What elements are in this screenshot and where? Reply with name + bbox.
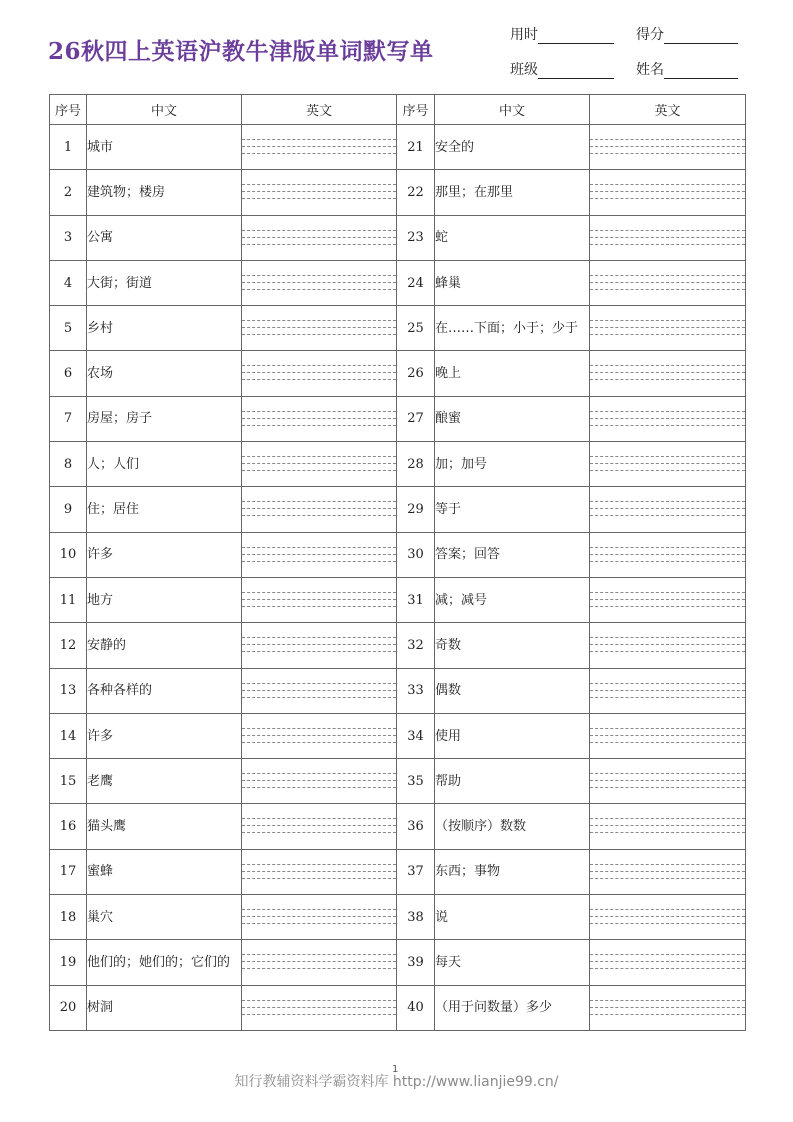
word-number: 5 bbox=[50, 306, 87, 351]
chinese-meaning: 偶数 bbox=[435, 668, 590, 713]
english-answer-blank[interactable] bbox=[242, 940, 397, 985]
table-row bbox=[50, 895, 746, 940]
chinese-meaning: 各种各样的 bbox=[87, 668, 242, 713]
word-number: 18 bbox=[50, 895, 87, 940]
chinese-meaning: 等于 bbox=[435, 487, 590, 532]
chinese-meaning: 大街；街道 bbox=[87, 260, 242, 305]
english-answer-blank[interactable] bbox=[590, 895, 746, 940]
chinese-meaning: 安静的 bbox=[87, 623, 242, 668]
table-row bbox=[50, 940, 746, 985]
word-number: 11 bbox=[50, 577, 87, 622]
word-number: 2 bbox=[50, 170, 87, 215]
chinese-meaning: 安全的 bbox=[435, 125, 590, 170]
word-number: 32 bbox=[397, 623, 435, 668]
table-row bbox=[50, 125, 746, 170]
table-row bbox=[50, 623, 746, 668]
table-row bbox=[50, 985, 746, 1030]
chinese-meaning: 蜂巢 bbox=[435, 260, 590, 305]
chinese-meaning: 晚上 bbox=[435, 351, 590, 396]
table-row bbox=[50, 396, 746, 441]
chinese-meaning: 地方 bbox=[87, 577, 242, 622]
chinese-meaning: 每天 bbox=[435, 940, 590, 985]
english-answer-blank[interactable] bbox=[242, 623, 397, 668]
chinese-meaning: 城市 bbox=[87, 125, 242, 170]
vocabulary-table bbox=[49, 94, 746, 1031]
english-answer-blank[interactable] bbox=[590, 940, 746, 985]
table-row bbox=[50, 713, 746, 758]
english-answer-blank[interactable] bbox=[242, 215, 397, 260]
class-field bbox=[510, 59, 614, 79]
english-answer-blank[interactable] bbox=[590, 442, 746, 487]
chinese-meaning: 奇数 bbox=[435, 623, 590, 668]
table-row bbox=[50, 442, 746, 487]
word-number: 30 bbox=[397, 532, 435, 577]
word-number: 33 bbox=[397, 668, 435, 713]
chinese-meaning: 公寓 bbox=[87, 215, 242, 260]
word-number: 38 bbox=[397, 895, 435, 940]
english-answer-blank[interactable] bbox=[242, 759, 397, 804]
word-number: 37 bbox=[397, 849, 435, 894]
english-answer-blank[interactable] bbox=[590, 125, 746, 170]
chinese-meaning: 人；人们 bbox=[87, 442, 242, 487]
english-answer-blank[interactable] bbox=[590, 759, 746, 804]
word-number: 36 bbox=[397, 804, 435, 849]
chinese-meaning: 老鹰 bbox=[87, 759, 242, 804]
word-number: 10 bbox=[50, 532, 87, 577]
english-answer-blank[interactable] bbox=[242, 396, 397, 441]
english-answer-blank[interactable] bbox=[590, 985, 746, 1030]
table-row bbox=[50, 351, 746, 396]
english-answer-blank[interactable] bbox=[242, 985, 397, 1030]
table-row bbox=[50, 487, 746, 532]
word-number: 14 bbox=[50, 713, 87, 758]
english-answer-blank[interactable] bbox=[242, 170, 397, 215]
word-number: 3 bbox=[50, 215, 87, 260]
chinese-meaning: 建筑物；楼房 bbox=[87, 170, 242, 215]
chinese-meaning: 酿蜜 bbox=[435, 396, 590, 441]
chinese-meaning: 答案；回答 bbox=[435, 532, 590, 577]
chinese-meaning: 他们的；她们的；它们的 bbox=[87, 940, 242, 985]
word-number: 39 bbox=[397, 940, 435, 985]
table-row bbox=[50, 306, 746, 351]
english-answer-blank[interactable] bbox=[242, 125, 397, 170]
word-number: 40 bbox=[397, 985, 435, 1030]
word-number: 22 bbox=[397, 170, 435, 215]
english-answer-blank[interactable] bbox=[590, 170, 746, 215]
class-blank[interactable] bbox=[538, 64, 614, 79]
score-field bbox=[636, 24, 738, 44]
chinese-meaning: 房屋；房子 bbox=[87, 396, 242, 441]
chinese-meaning: 乡村 bbox=[87, 306, 242, 351]
english-answer-blank[interactable] bbox=[590, 396, 746, 441]
chinese-meaning: 加；加号 bbox=[435, 442, 590, 487]
word-number: 12 bbox=[50, 623, 87, 668]
table-row bbox=[50, 759, 746, 804]
english-answer-blank[interactable] bbox=[590, 713, 746, 758]
word-number: 31 bbox=[397, 577, 435, 622]
column-header-number: 序号 bbox=[397, 95, 435, 125]
english-answer-blank[interactable] bbox=[590, 487, 746, 532]
word-number: 29 bbox=[397, 487, 435, 532]
word-number: 4 bbox=[50, 260, 87, 305]
word-number: 25 bbox=[397, 306, 435, 351]
chinese-meaning: 树洞 bbox=[87, 985, 242, 1030]
word-number: 17 bbox=[50, 849, 87, 894]
page-number: 1 bbox=[392, 1064, 399, 1075]
word-number: 24 bbox=[397, 260, 435, 305]
word-number: 15 bbox=[50, 759, 87, 804]
chinese-meaning: 那里；在那里 bbox=[435, 170, 590, 215]
column-header-english: 英文 bbox=[242, 95, 397, 125]
word-number: 6 bbox=[50, 351, 87, 396]
chinese-meaning: 减；减号 bbox=[435, 577, 590, 622]
english-answer-blank[interactable] bbox=[590, 260, 746, 305]
name-blank[interactable] bbox=[664, 64, 738, 79]
table-row bbox=[50, 577, 746, 622]
table-row bbox=[50, 532, 746, 577]
english-answer-blank[interactable] bbox=[242, 260, 397, 305]
word-number: 13 bbox=[50, 668, 87, 713]
word-number: 23 bbox=[397, 215, 435, 260]
english-answer-blank[interactable] bbox=[242, 668, 397, 713]
english-answer-blank[interactable] bbox=[242, 351, 397, 396]
word-number: 8 bbox=[50, 442, 87, 487]
word-number: 20 bbox=[50, 985, 87, 1030]
time-blank[interactable] bbox=[538, 29, 614, 44]
chinese-meaning: 农场 bbox=[87, 351, 242, 396]
name-label: 姓名 bbox=[636, 62, 664, 78]
column-header-number: 序号 bbox=[50, 95, 87, 125]
english-answer-blank[interactable] bbox=[242, 895, 397, 940]
chinese-meaning: 巢穴 bbox=[87, 895, 242, 940]
chinese-meaning: 许多 bbox=[87, 532, 242, 577]
chinese-meaning: 许多 bbox=[87, 713, 242, 758]
name-field bbox=[636, 59, 738, 79]
class-label: 班级 bbox=[510, 62, 538, 78]
english-answer-blank[interactable] bbox=[590, 306, 746, 351]
word-number: 28 bbox=[397, 442, 435, 487]
score-blank[interactable] bbox=[664, 29, 738, 44]
column-header-english: 英文 bbox=[590, 95, 746, 125]
word-number: 21 bbox=[397, 125, 435, 170]
table-row bbox=[50, 260, 746, 305]
table-row bbox=[50, 849, 746, 894]
word-number: 26 bbox=[397, 351, 435, 396]
english-answer-blank[interactable] bbox=[242, 487, 397, 532]
time-field bbox=[510, 24, 614, 44]
english-answer-blank[interactable] bbox=[242, 577, 397, 622]
chinese-meaning: （按顺序）数数 bbox=[435, 804, 590, 849]
chinese-meaning: 蜜蜂 bbox=[87, 849, 242, 894]
word-number: 9 bbox=[50, 487, 87, 532]
table-row bbox=[50, 170, 746, 215]
time-label: 用时 bbox=[510, 27, 538, 43]
chinese-meaning: 在……下面；小于；少于 bbox=[435, 306, 590, 351]
english-answer-blank[interactable] bbox=[590, 577, 746, 622]
chinese-meaning: 说 bbox=[435, 895, 590, 940]
table-row bbox=[50, 804, 746, 849]
footer-watermark: 知行教辅资料学霸资料库 http://www.lianjie99.cn/ bbox=[234, 1074, 559, 1090]
english-answer-blank[interactable] bbox=[242, 849, 397, 894]
english-answer-blank[interactable] bbox=[590, 351, 746, 396]
english-answer-blank[interactable] bbox=[242, 532, 397, 577]
english-answer-blank[interactable] bbox=[242, 442, 397, 487]
worksheet-title: 26秋四上英语沪教牛津版单词默写单 bbox=[48, 38, 434, 65]
english-answer-blank[interactable] bbox=[590, 849, 746, 894]
english-answer-blank[interactable] bbox=[242, 306, 397, 351]
chinese-meaning: 猫头鹰 bbox=[87, 804, 242, 849]
table-row bbox=[50, 668, 746, 713]
column-header-chinese: 中文 bbox=[87, 95, 242, 125]
word-number: 34 bbox=[397, 713, 435, 758]
english-answer-blank[interactable] bbox=[590, 215, 746, 260]
chinese-meaning: 蛇 bbox=[435, 215, 590, 260]
chinese-meaning: 住；居住 bbox=[87, 487, 242, 532]
english-answer-blank[interactable] bbox=[242, 804, 397, 849]
word-number: 7 bbox=[50, 396, 87, 441]
english-answer-blank[interactable] bbox=[590, 804, 746, 849]
column-header-chinese: 中文 bbox=[435, 95, 590, 125]
word-number: 16 bbox=[50, 804, 87, 849]
english-answer-blank[interactable] bbox=[590, 623, 746, 668]
chinese-meaning: 东西；事物 bbox=[435, 849, 590, 894]
word-number: 19 bbox=[50, 940, 87, 985]
chinese-meaning: 使用 bbox=[435, 713, 590, 758]
word-number: 35 bbox=[397, 759, 435, 804]
word-number: 1 bbox=[50, 125, 87, 170]
score-label: 得分 bbox=[636, 27, 664, 43]
table-row bbox=[50, 215, 746, 260]
english-answer-blank[interactable] bbox=[242, 713, 397, 758]
chinese-meaning: （用于问数量）多少 bbox=[435, 985, 590, 1030]
table-header-row bbox=[50, 95, 746, 125]
english-answer-blank[interactable] bbox=[590, 668, 746, 713]
chinese-meaning: 帮助 bbox=[435, 759, 590, 804]
word-number: 27 bbox=[397, 396, 435, 441]
english-answer-blank[interactable] bbox=[590, 532, 746, 577]
